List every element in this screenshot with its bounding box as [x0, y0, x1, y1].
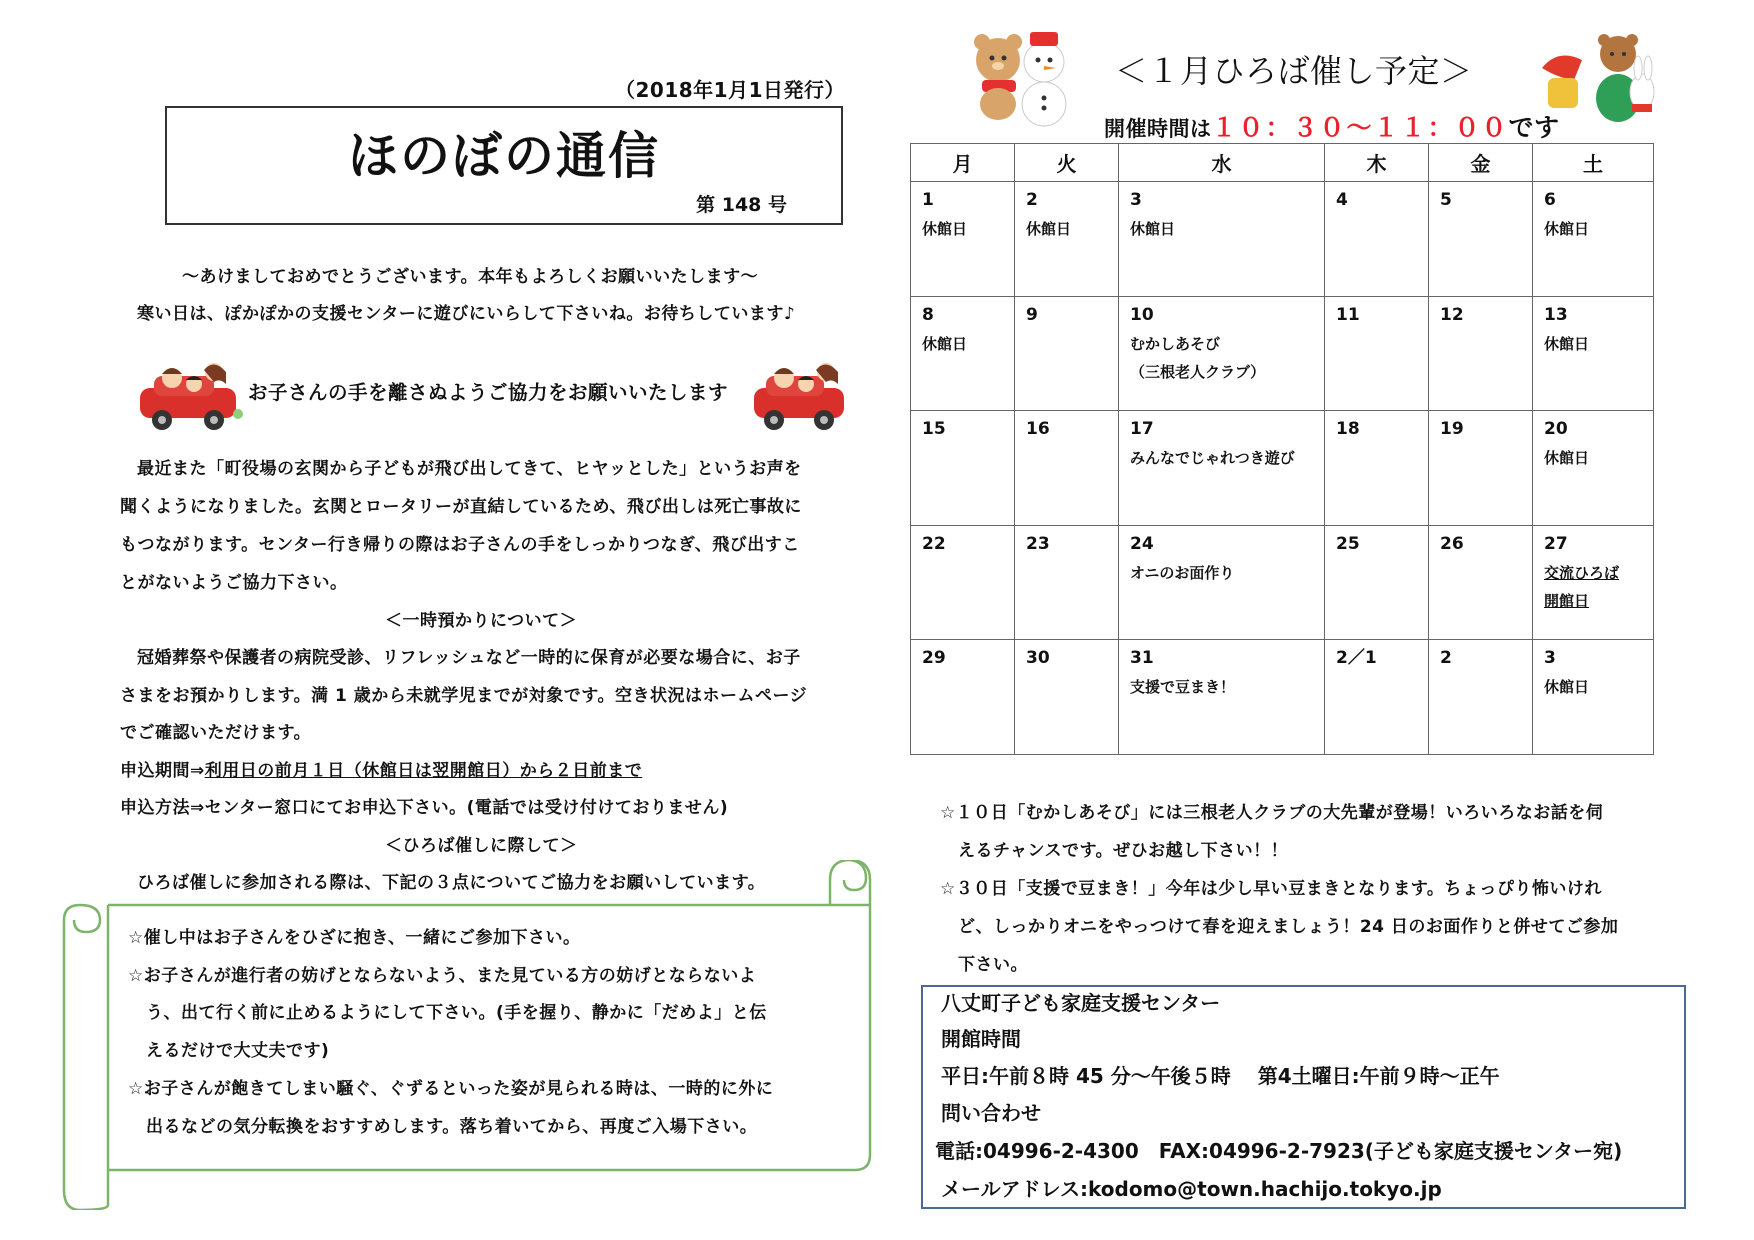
day-number: 29	[922, 648, 946, 669]
day-event: みんなでじゃれつき遊び	[1130, 449, 1295, 468]
day-number: 3	[1130, 190, 1142, 210]
scroll-line-6: 出るなどの気分転換をおすすめします。落ち着いてから、再度ご入場下さい。	[146, 1117, 758, 1137]
scroll-frame	[60, 860, 880, 1210]
bear-snowman-illustration	[962, 28, 1082, 128]
calendar-day-cell	[1015, 182, 1119, 297]
calendar-note-4: ど、しっかりオニをやっつけて春を迎えましょう！24 日のお面作りと併せてご参加	[958, 917, 1619, 937]
calendar-week-row	[911, 182, 1654, 297]
calendar-day-cell	[1533, 182, 1654, 297]
event-time	[1104, 108, 1560, 144]
day-number: 17	[1130, 419, 1154, 440]
day-number: 31	[1130, 648, 1154, 669]
day-event: 休館日	[1544, 334, 1590, 353]
hours-label: 開館時間	[941, 1027, 1021, 1051]
calendar-day-cell	[1119, 525, 1325, 640]
day-event: 交流ひろば	[1544, 563, 1620, 582]
childcare-line-1: 冠婚葬祭や保護者の病院受診、リフレッシュなど一時的に保育が必要な場合に、お子	[137, 648, 801, 668]
day-number: 2／1	[1336, 648, 1377, 669]
calendar-day-cell	[1429, 411, 1533, 526]
day-number: 30	[1026, 648, 1050, 669]
day-number: 9	[1026, 304, 1038, 325]
calendar-day-cell	[1325, 296, 1429, 411]
calendar-day-cell	[1533, 411, 1654, 526]
time-prefix: 開催時間は	[1104, 117, 1212, 141]
day-event: 休館日	[1544, 220, 1590, 238]
day-number: 15	[922, 419, 946, 440]
day-event: 休館日	[1544, 449, 1590, 468]
issue-date: （2018年1月1日発行）	[615, 78, 845, 102]
calendar-day-cell	[911, 411, 1015, 526]
childcare-heading: ＜一時預かりについて＞	[385, 611, 578, 631]
calendar-day-cell	[1429, 640, 1533, 755]
calendar-day-cell	[1429, 525, 1533, 640]
calendar-note-5: 下さい。	[958, 955, 1028, 975]
weekday-header: 水	[1119, 144, 1325, 182]
inquiry-label: 問い合わせ	[941, 1101, 1041, 1125]
day-number: 1	[922, 190, 934, 210]
greeting-line-1: ～あけましておめでとうございます。本年もよろしくお願いいたします～	[182, 267, 759, 287]
calendar-day-cell	[911, 640, 1015, 755]
calendar-day-cell	[1015, 411, 1119, 526]
scroll-line-1: ☆催し中はお子さんをひざに抱き、一緒にご参加下さい。	[128, 928, 581, 948]
day-event: 休館日	[1026, 220, 1072, 238]
day-event: 休館日	[1130, 220, 1176, 238]
calendar-day-cell	[911, 525, 1015, 640]
opening-hours: 平日:午前８時 45 分～午後５時 第4土曜日:午前９時～正午	[941, 1064, 1500, 1088]
application-method: 申込方法⇒センター窓口にてお申込下さい。(電話では受け付けておりません)	[120, 798, 729, 818]
day-number: 6	[1544, 190, 1556, 210]
day-number: 16	[1026, 419, 1050, 440]
period-label: 申込期間⇒	[120, 761, 205, 781]
title-box	[165, 106, 843, 225]
day-number: 5	[1440, 190, 1452, 210]
day-number: 11	[1336, 304, 1360, 325]
calendar-note-3: ☆３０日「支援で豆まき！」今年は少し早い豆まきとなります。ちょっぴり怖いけれ	[940, 879, 1602, 899]
day-number: 22	[922, 533, 946, 554]
center-name: 八丈町子ども家庭支援センター	[941, 991, 1221, 1015]
notice-line-2: 聞くようになりました。玄関とロータリーが直結しているため、飛び出しは死亡事故に	[120, 497, 802, 517]
weekday-header: 土	[1533, 144, 1654, 182]
day-number: 26	[1440, 533, 1464, 554]
calendar-weekday-row	[911, 144, 1654, 182]
day-number: 20	[1544, 419, 1568, 440]
contact-info-box	[921, 985, 1686, 1209]
event-calendar	[910, 143, 1654, 755]
childcare-line-3: でご確認いただけます。	[120, 723, 312, 743]
notice-line-3: もつながります。センター行き帰りの際はお子さんの手をしっかりつなぎ、飛び出すこ	[120, 535, 800, 555]
day-number: 25	[1336, 533, 1360, 554]
greeting-line-2: 寒い日は、ぽかぽかの支援センターに遊びにいらして下さいね。お待ちしています♪	[137, 304, 796, 324]
notice-line-1: 最近また「町役場の玄関から子どもが飛び出してきて、ヒヤッとした」というお声を	[137, 459, 802, 479]
scroll-line-2: ☆お子さんが進行者の妨げとならないよう、また見ている方の妨げとならないよ	[128, 966, 757, 986]
day-event: オニのお面作り	[1130, 563, 1235, 582]
weekday-header: 木	[1325, 144, 1429, 182]
day-event: （三根老人クラブ）	[1130, 362, 1266, 381]
day-number: 24	[1130, 533, 1154, 554]
weekday-header: 月	[911, 144, 1015, 182]
time-suffix: です	[1508, 113, 1560, 142]
calendar-day-cell	[1119, 411, 1325, 526]
day-number: 8	[922, 304, 934, 325]
issue-number: 第 148 号	[696, 194, 787, 216]
phone-fax: 電話:04996-2-4300 FAX:04996-2-7923(子ども家庭支援センター宛)	[935, 1139, 1623, 1163]
notice-line-4: とがないようご協力下さい。	[120, 573, 348, 593]
day-number: 12	[1440, 304, 1464, 325]
day-number: 18	[1336, 419, 1360, 440]
scroll-line-5: ☆お子さんが飽きてしまい騒ぐ、ぐずるといった姿が見られる時は、一時的に外に	[128, 1079, 774, 1099]
calendar-day-cell	[1533, 640, 1654, 755]
events-notes-heading: ＜ひろば催しに際して＞	[385, 836, 578, 856]
calendar-title: ＜１月ひろば催し予定＞	[1115, 52, 1473, 90]
calendar-day-cell	[1429, 182, 1533, 297]
car-family-illustration-right	[750, 358, 850, 432]
day-event: 開館日	[1544, 591, 1590, 610]
weekday-header: 金	[1429, 144, 1533, 182]
calendar-day-cell	[1119, 182, 1325, 297]
calendar-week-row	[911, 411, 1654, 526]
day-event: むかしあそび	[1130, 334, 1221, 353]
calendar-day-cell	[1325, 411, 1429, 526]
calendar-day-cell	[1325, 640, 1429, 755]
calendar-week-row	[911, 525, 1654, 640]
day-number: 13	[1544, 304, 1568, 325]
calendar-week-row	[911, 640, 1654, 755]
calendar-day-cell	[1015, 640, 1119, 755]
car-family-illustration-left	[134, 358, 244, 432]
calendar-day-cell	[911, 296, 1015, 411]
day-number: 4	[1336, 190, 1348, 210]
day-number: 19	[1440, 419, 1464, 440]
calendar-day-cell	[1533, 525, 1654, 640]
day-event: 休館日	[1544, 678, 1590, 697]
day-event: 休館日	[922, 334, 968, 353]
period-value: 利用日の前月１日（休館日は翌開館日）から２日前まで	[204, 761, 643, 781]
calendar-day-cell	[1015, 525, 1119, 640]
weekday-header: 火	[1015, 144, 1119, 182]
scroll-line-4: えるだけで大丈夫です)	[146, 1041, 330, 1061]
calendar-note-2: えるチャンスです。ぜひお越し下さい！！	[958, 841, 1289, 861]
day-number: 2	[1026, 190, 1038, 210]
calendar-day-cell	[1015, 296, 1119, 411]
calendar-day-cell	[1119, 296, 1325, 411]
events-notes-intro: ひろば催しに参加される際は、下記の３点についてご協力をお願いしています。	[137, 873, 766, 893]
calendar-day-cell	[1119, 640, 1325, 755]
day-event: 休館日	[922, 220, 968, 238]
application-period	[120, 756, 642, 781]
day-number: 23	[1026, 533, 1050, 554]
day-number: 27	[1544, 533, 1568, 554]
childcare-line-2: さまをお預かりします。満 1 歳から未就学児までが対象です。空き状況はホームページ	[120, 686, 808, 706]
notice-heading: お子さんの手を離さぬようご協力をお願いいたします	[248, 381, 729, 404]
day-number: 2	[1440, 648, 1452, 669]
calendar-day-cell	[1429, 296, 1533, 411]
calendar-week-row	[911, 296, 1654, 411]
day-number: 3	[1544, 648, 1556, 669]
email-address: メールアドレス:kodomo@town.hachijo.tokyo.jp	[941, 1177, 1442, 1201]
day-number: 10	[1130, 304, 1154, 325]
time-value: １０：３０～１１：００	[1211, 113, 1509, 142]
newsletter-title: ほのぼの通信	[348, 127, 660, 185]
calendar-day-cell	[1533, 296, 1654, 411]
calendar-day-cell	[1325, 525, 1429, 640]
calendar-day-cell	[911, 182, 1015, 297]
calendar-day-cell	[1325, 182, 1429, 297]
scroll-line-3: う、出て行く前に止めるようにして下さい。(手を握り、静かに「だめよ」と伝	[146, 1003, 767, 1023]
day-event: 支援で豆まき！	[1130, 678, 1236, 697]
calendar-note-1: ☆１０日「むかしあそび」には三根老人クラブの大先輩が登場！いろいろなお話を伺	[940, 803, 1604, 823]
